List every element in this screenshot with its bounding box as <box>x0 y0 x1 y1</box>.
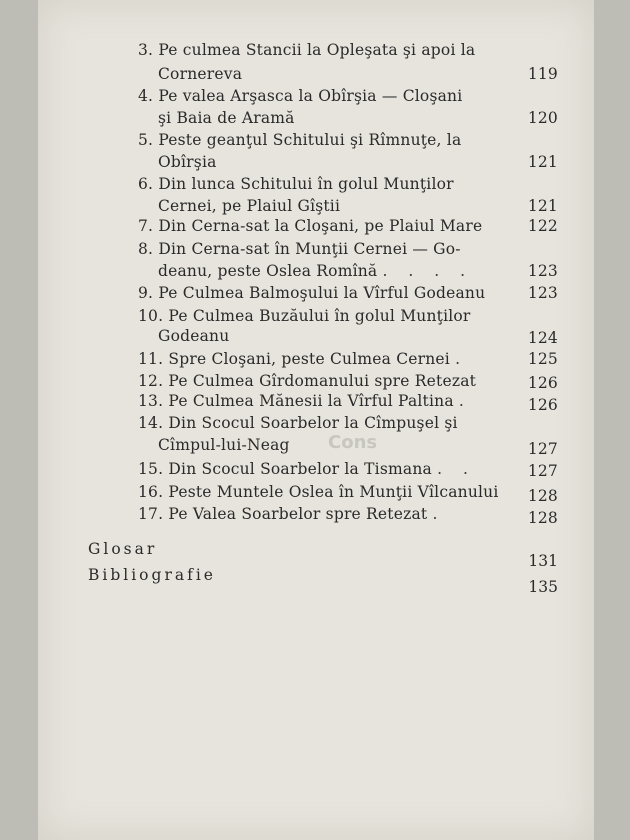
entry-page-number: 125 <box>527 350 558 368</box>
bibliografie-heading: Bibliografie <box>88 566 216 584</box>
entry-page-number: 121 <box>527 197 558 215</box>
entry-number: 9. <box>138 284 154 302</box>
entry-page-number: 120 <box>527 109 558 127</box>
glosar-page-number: 131 <box>528 552 558 570</box>
entry-title-line: şi Baia de Aramă <box>158 109 295 127</box>
entry-page-number: 127 <box>527 462 558 480</box>
entry-title-line: Cernei, pe Plaiul Gîştii <box>158 197 341 215</box>
entry-title-line: Pe Culmea Mănesii la Vîrful Paltina <box>168 392 454 410</box>
entry-title-line: Godeanu <box>158 327 230 345</box>
entry-number: 3. <box>138 41 154 59</box>
entry-number: 4. <box>138 87 154 105</box>
entry-number: 8. <box>138 240 154 258</box>
entry-number: 13. <box>138 392 164 410</box>
entry-title-line: Din Scocul Soarbelor la Tismana <box>168 460 432 478</box>
dot-leader: . . . . <box>382 262 474 280</box>
entry-title-line: Din Scocul Soarbelor la Cîmpuşel şi <box>168 414 458 432</box>
entry-number: 16. <box>138 483 164 501</box>
entry-title-line: Peste Muntele Oslea în Munţii Vîlcanului <box>168 483 499 501</box>
entry-title-line: Pe valea Arşasca la Obîrşia — Cloşani <box>158 87 463 105</box>
entry-title-line: Spre Cloşani, peste Culmea Cernei <box>168 350 450 368</box>
entry-title-line: Peste geanţul Schitului şi Rîmnuţe, la <box>158 131 462 149</box>
entry-page-number: 123 <box>527 262 558 280</box>
entry-title-line: Din Cerna-sat la Cloşani, pe Plaiul Mare <box>158 217 483 235</box>
entry-title-line: Pe culmea Stancii la Opleşata şi apoi la <box>158 41 476 59</box>
entry-page-number: 123 <box>527 284 558 302</box>
entry-number: 5. <box>138 131 154 149</box>
entry-page-number: 126 <box>527 374 558 392</box>
entry-page-number: 126 <box>527 396 558 414</box>
entry-title-line: Pe Culmea Gîrdomanului spre Retezat <box>168 372 477 390</box>
entry-page-number: 127 <box>527 440 558 458</box>
entry-number: 11. <box>138 350 164 368</box>
entry-title-line: Cîmpul-lui-Neag <box>158 436 290 454</box>
entry-title-line: Din lunca Schitului în golul Munţilor <box>158 175 454 193</box>
entry-title-line: Din Cerna-sat în Munţii Cernei — Go- <box>158 240 461 258</box>
entry-title-line: Cornereva <box>158 65 243 83</box>
dot-leader: . <box>455 350 469 368</box>
bibliografie-page-number: 135 <box>528 578 558 596</box>
entry-page-number: 124 <box>527 329 558 347</box>
entry-page-number: 121 <box>527 153 558 171</box>
entry-title-line: Pe Culmea Balmoşului la Vîrful Godeanu <box>158 284 486 302</box>
entry-number: 6. <box>138 175 154 193</box>
entry-page-number: 128 <box>527 487 558 505</box>
dot-leader: . <box>432 505 446 523</box>
entry-title-line: Pe Valea Soarbelor spre Retezat <box>168 505 428 523</box>
entry-page-number: 122 <box>527 217 558 235</box>
entry-title-line: Obîrşia <box>158 153 217 171</box>
entry-title-line: Pe Culmea Buzăului în golul Munţilor <box>168 307 471 325</box>
entry-number: 17. <box>138 505 164 523</box>
entry-number: 14. <box>138 414 164 432</box>
entry-number: 10. <box>138 307 164 325</box>
entry-page-number: 119 <box>527 65 558 83</box>
entry-title-line: deanu, peste Oslea Romînă <box>158 262 378 280</box>
entry-number: 12. <box>138 372 164 390</box>
entry-number: 15. <box>138 460 164 478</box>
table-of-contents <box>38 0 594 840</box>
entry-number: 7. <box>138 217 154 235</box>
dot-leader: . . <box>437 460 476 478</box>
glosar-heading: Glosar <box>88 540 158 558</box>
book-page <box>38 0 594 840</box>
watermark: Cons <box>328 432 378 453</box>
dot-leader: . <box>458 392 472 410</box>
entry-page-number: 128 <box>527 509 558 527</box>
